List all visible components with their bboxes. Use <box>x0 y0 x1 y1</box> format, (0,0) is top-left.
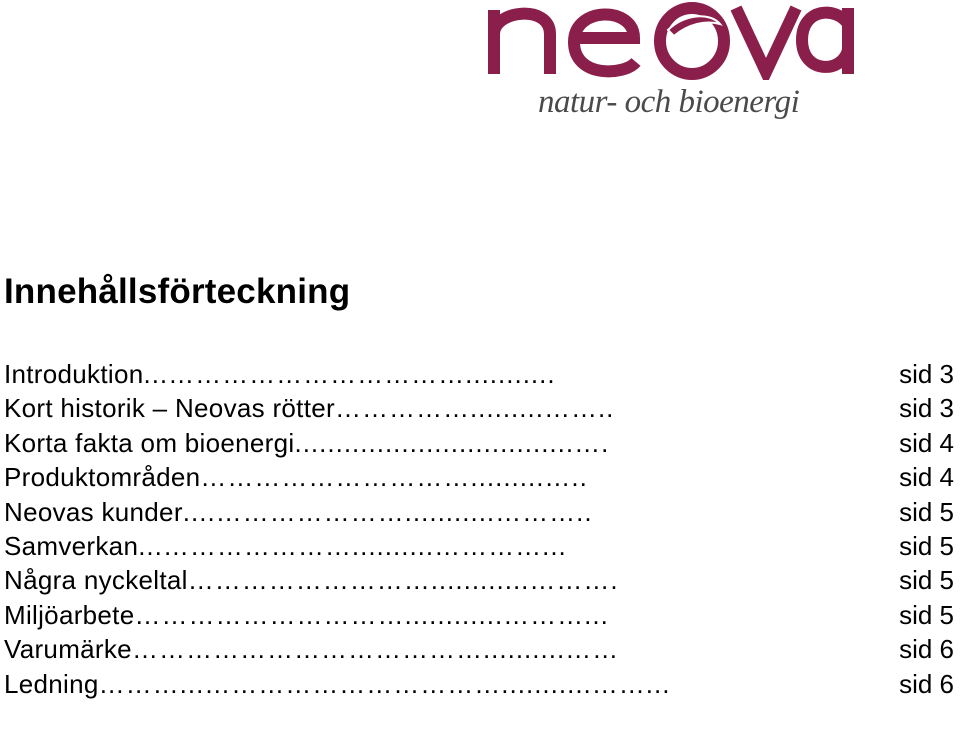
toc-entry-page: sid 5 <box>899 496 954 527</box>
toc-entry-miljoarbete[interactable] <box>4 598 954 632</box>
toc-entry-leader: ………………………….........….. <box>200 462 588 493</box>
toc-entry-leader: …………………………………..........…… <box>131 634 620 665</box>
toc-entry-page: sid 5 <box>899 565 954 596</box>
toc-entry-leader: ....…………………...........……….. <box>182 496 593 527</box>
toc-entry-page: sid 4 <box>899 427 954 458</box>
toc-entry-kort-historik[interactable] <box>4 391 954 425</box>
toc-entry-page: sid 5 <box>899 599 954 630</box>
toc-entry-leader: ………...……………………………...........……... <box>98 668 671 699</box>
toc-entry-page: sid 4 <box>899 462 954 493</box>
logo-tagline: natur- och bioenergi <box>538 84 800 120</box>
toc-entry-title: Varumärke <box>4 634 132 665</box>
toc-entry-title: Ledning <box>4 668 99 699</box>
toc-entry-nagra-nyckeltal[interactable] <box>4 563 954 597</box>
toc-entry-title: Kort historik – Neovas rötter <box>4 393 335 424</box>
toc-heading: Innehållsförteckning <box>4 272 351 311</box>
toc-entry-ledning[interactable] <box>4 667 954 701</box>
neova-wordmark-logo <box>484 0 854 80</box>
toc-entry-varumarke[interactable] <box>4 632 954 666</box>
toc-entry-leader: …………………………............………... <box>134 599 609 630</box>
toc-entry-introduktion[interactable] <box>4 357 954 391</box>
table-of-contents <box>4 357 954 701</box>
toc-entry-produktomraden[interactable] <box>4 460 954 494</box>
toc-entry-title: Miljöarbete <box>4 599 135 630</box>
toc-entry-page: sid 3 <box>899 359 954 389</box>
toc-entry-title: Neovas kunder <box>4 496 183 527</box>
toc-entry-page: sid 5 <box>899 530 954 561</box>
toc-entry-leader: ………………………............………. <box>187 565 619 596</box>
toc-entry-samverkan[interactable] <box>4 529 954 563</box>
toc-entry-korta-fakta[interactable] <box>4 426 954 460</box>
toc-entry-leader: ...……………………………........... <box>143 359 556 389</box>
toc-entry-title: Produktområden <box>4 462 201 493</box>
toc-entry-page: sid 3 <box>899 393 954 424</box>
toc-entry-leader: ...…………………..........…………... <box>138 530 567 561</box>
toc-entry-leader: …………….........…….. <box>334 393 615 424</box>
toc-entry-title: Några nyckeltal <box>4 565 188 596</box>
toc-entry-leader: ..................................…. <box>294 427 610 458</box>
toc-entry-title: Korta fakta om bioenergi <box>4 427 295 458</box>
toc-entry-title: Introduktion <box>4 359 144 389</box>
toc-entry-page: sid 6 <box>899 668 954 699</box>
toc-entry-title: Samverkan <box>4 530 139 561</box>
neova-logo <box>484 0 854 140</box>
toc-entry-neovas-kunder[interactable] <box>4 495 954 529</box>
toc-entry-page: sid 6 <box>899 634 954 665</box>
